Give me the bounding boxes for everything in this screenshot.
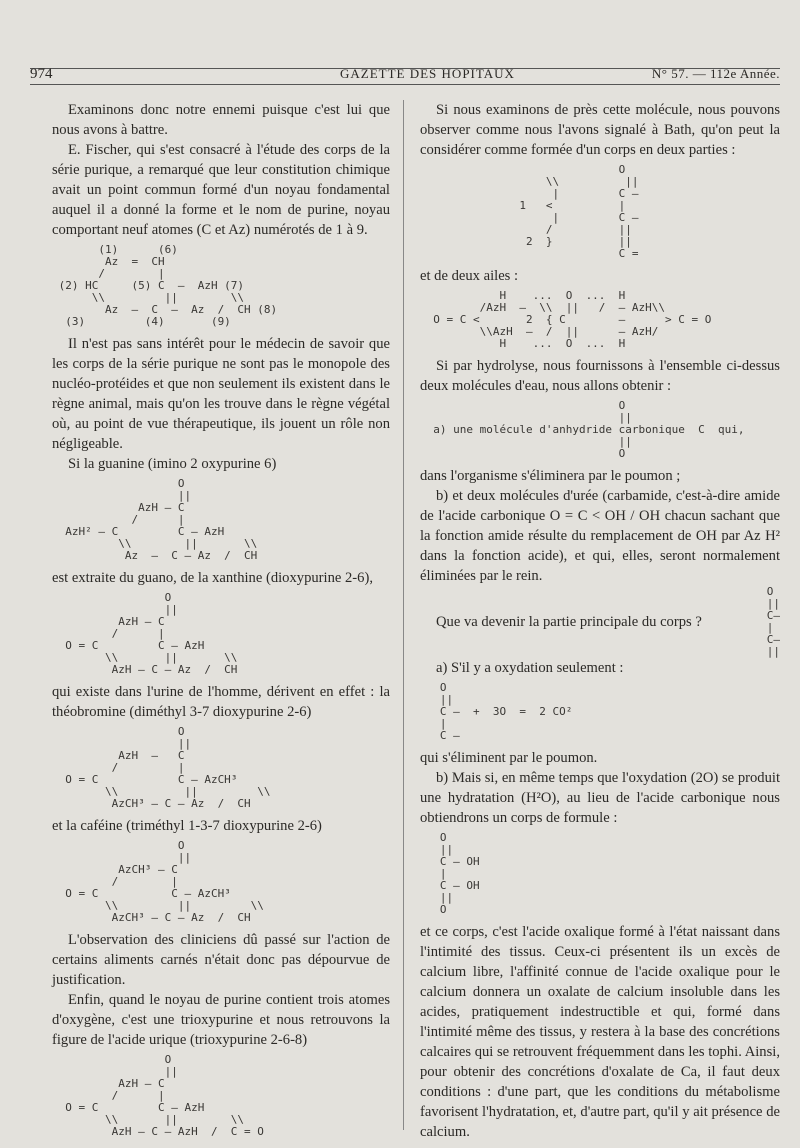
formula-xanthine: O || AzH — C / | O = C C — AzH \\ || \\ AzH — C — Az / CH xyxy=(65,591,238,676)
formula-guanine: O || AzH — C / | AzH² — C C — AzH \\ || \\ Az — C — Az / CH xyxy=(65,477,258,562)
paragraph: Que va devenir la partie principale du corps ? xyxy=(436,614,702,630)
paragraph: qui s'éliminent par le poumon. xyxy=(420,750,598,766)
paragraph: et ce corps, c'est l'acide oxalique formé à l'état naissant dans l'intimité des tissus. Ceux-ci présentent ils un excès de calcium libre, l'affinité connue de l'acide oxalique pour le calcium donnera un oxalate de calcium insoluble dans les acides, pratiquement indestructible et qui, formé dans l'intimité même des tissus, y restera à la base des concrétions calcaires qui se retrouvent fréquemment dans les tophi. Ainsi, pour obtenir des concrétions d'oxalate de Ca, il faut deux conditions : d'une part, que les conditions du métabolisme favorisent l'hydratation, et, d'autre part, qu'il y ait présence de calcium. xyxy=(420,924,780,1140)
formula-anhydride: O || a) une molécule d'anhydride carbonique C qui, || O xyxy=(433,399,745,460)
paragraph: Si la guanine (imino 2 oxypurine 6) xyxy=(68,456,277,472)
paragraph: L'observation des cliniciens dû passé sur l'action de certains aliments carnés n'était donc pas dépourvue de justification. xyxy=(52,932,390,988)
journal-title: GAZETTE DES HOPITAUX xyxy=(340,66,515,81)
issue-number: N° 57. — 112e Année. xyxy=(651,66,780,81)
formula-two-parts: O \\ || | C — 1 < | | C — / || 2 } || C = xyxy=(519,163,639,260)
formula-ailes: H ... O ... H /AzH — \\ || / — AzH\\ O = C < 2 { C — > C = O \\AzH — / || — AzH/ H ... O ... H xyxy=(433,289,712,350)
page-number: 974 xyxy=(30,66,53,82)
paragraph: b) et deux molécules d'urée (carbamide, c'est-à-dire amide de l'acide carbonique O = C < OH / OH chacun sachant que la fonction amide résulte du remplacement de OH par Az H² dans la fonction acide), et qui, elles, seront normalement éliminées par le rein. xyxy=(420,488,780,584)
paragraph: Examinons donc notre ennemi puisque c'est lui que nous avons à battre. xyxy=(52,102,390,138)
formula-acide-oxalique: O || C — OH | C — OH || O xyxy=(439,831,480,916)
formula-purine: (1) (6) Az = CH / | (2) HC (5) C — AzH (7) \\ || \\ Az — C — Az / CH (8) (3) (4) (9) xyxy=(58,243,278,328)
paragraph: est extraite du guano, de la xanthine (dioxypurine 2-6), xyxy=(52,570,373,586)
paragraph: Si par hydrolyse, nous fournissons à l'ensemble ci-dessus deux molécules d'eau, nous allons obtenir : xyxy=(420,358,780,394)
paragraph: b) Mais si, en même temps que l'oxydation (2O) se produit une hydratation (H²O), au lieu de l'acide carbonique nous obtiendrons un corps de formule : xyxy=(420,770,780,826)
right-column xyxy=(420,100,780,1142)
column-divider xyxy=(403,100,404,1130)
formula-acide-urique: O || AzH — C / | O = C C — AzH \\ || \\ AzH — C — AzH / C = O xyxy=(65,1053,264,1138)
paragraph: et la caféine (triméthyl 1-3-7 dioxypurine 2-6) xyxy=(52,818,322,834)
paragraph: Enfin, quand le noyau de purine contient trois atomes d'oxygène, c'est une trioxypurine et nous retrouvons la figure de l'acide urique (trioxypurine 2-6-8) xyxy=(52,992,390,1048)
left-column xyxy=(52,100,390,1144)
paragraph: dans l'organisme s'éliminera par le poumon ; xyxy=(420,468,681,484)
paragraph: qui existe dans l'urine de l'homme, dérivent en effet : la théobromine (diméthyl 3-7 dioxypurine 2-6) xyxy=(52,684,390,720)
formula-theobromine: O || AzH — C / | O = C C — AzCH³ \\ || \\ AzCH³ — C — Az / CH xyxy=(65,725,271,810)
formula-cafeine: O || AzCH³ — C / | O = C C — AzCH³ \\ || \\ AzCH³ — C — Az / CH xyxy=(65,839,264,924)
paragraph: E. Fischer, qui s'est consacré à l'étude des corps de la série purique, a remarqué que leur constitution chimique avait un point commun formé d'un noyau fondamental auquel il a donné la forme et le nom de purine, noyau comportant neuf atomes (C et Az) numérotés de 1 à 9. xyxy=(52,142,390,238)
paragraph: Si nous examinons de près cette molécule, nous pouvons observer comme nous l'avons signalé à Bath, qu'on peut la considérer comme formée d'un corps en deux parties : xyxy=(420,102,780,158)
page-header xyxy=(30,60,780,82)
paragraph: a) S'il y a oxydation seulement : xyxy=(436,660,624,676)
formula-corps: O || C— | C— || xyxy=(766,585,780,658)
paragraph: Il n'est pas sans intérêt pour le médecin de savoir que les corps de la série purique ne sont pas le monopole des nucléo-protéides et que non seulement ils existent dans le règne animal, mais qu'on les trouve dans le règne végétal où, au point de vue thérapeutique, ils jouent un rôle non négligeable. xyxy=(52,336,390,452)
formula-oxydation: O || C — + 3O = 2 CO² | C — xyxy=(439,681,573,742)
question-row xyxy=(420,586,780,658)
paragraph: et de deux ailes : xyxy=(420,268,519,284)
header-rule-bottom xyxy=(30,84,780,85)
